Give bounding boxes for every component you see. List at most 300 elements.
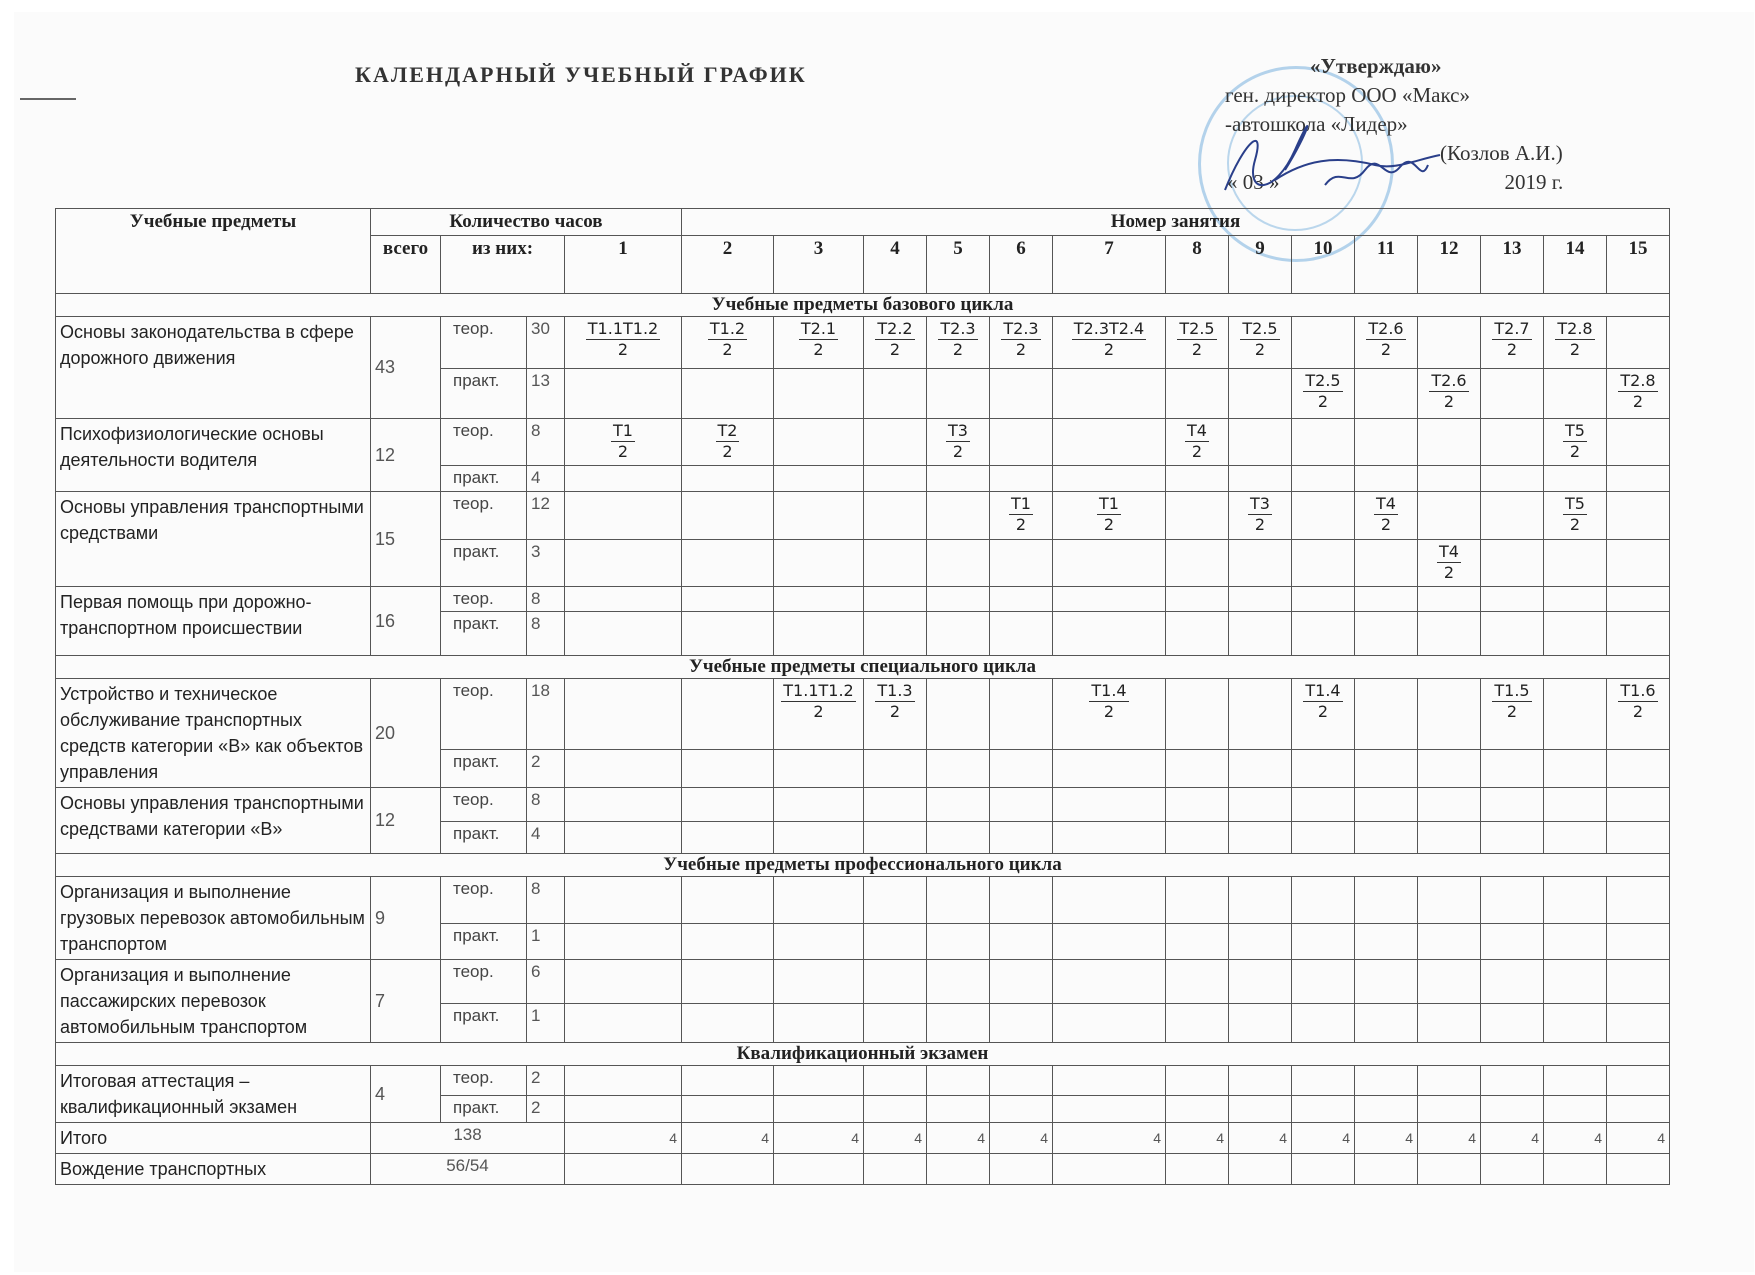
lesson-cell: [1418, 924, 1481, 960]
lesson-cell: [1053, 1066, 1166, 1096]
lesson-cell: [565, 1003, 682, 1042]
lesson-cell: [864, 419, 927, 466]
section-exam-title: Квалификационный экзамен: [56, 1043, 1670, 1066]
topic-hours: 2: [952, 340, 964, 359]
lesson-cell: [864, 369, 927, 419]
driving-cell: [927, 1154, 990, 1185]
driving-cell: [1607, 1154, 1670, 1185]
topic-hours: 2: [722, 442, 733, 461]
subject-total-hours: 12: [371, 419, 441, 492]
lesson-cell: [1229, 369, 1292, 419]
driving-cell: [682, 1154, 774, 1185]
topic-hours: 2: [1317, 702, 1329, 721]
practice-hours: 1: [527, 924, 565, 960]
lesson-cell: [1229, 466, 1292, 492]
practice-hours: 13: [527, 369, 565, 419]
lesson-cell: [864, 492, 927, 540]
lesson-cell: [1355, 679, 1418, 750]
lesson-cell: [1418, 1096, 1481, 1123]
lesson-cell: [1544, 1066, 1607, 1096]
driving-cell: [1544, 1154, 1607, 1185]
lesson-cell: [1355, 877, 1418, 924]
kind-theory: теор.: [441, 877, 527, 924]
topic-hours: 2: [617, 340, 629, 359]
lesson-cell: [682, 822, 774, 854]
lesson-cell: [774, 612, 864, 656]
topic-code: Т1: [1099, 494, 1119, 513]
total-per-lesson: 4: [1053, 1123, 1166, 1154]
lesson-cell: [1053, 1003, 1166, 1042]
theory-hours: 8: [527, 788, 565, 822]
lesson-number-1: 1: [565, 236, 682, 294]
section-professional: [56, 854, 1670, 877]
lesson-cell: [1607, 749, 1670, 787]
subject-name: Первая помощь при дорожно-транспортном происшествии: [56, 587, 371, 656]
lesson-cell: [990, 788, 1053, 822]
lesson-cell: [1481, 877, 1544, 924]
driving-row: [56, 1154, 1670, 1185]
theory-hours: 18: [527, 679, 565, 750]
lesson-cell: [1544, 788, 1607, 822]
topic-hours: 2: [1569, 340, 1581, 359]
topic-hours: 2: [1506, 340, 1518, 359]
topic-fraction: [1374, 494, 1398, 535]
topic-hours: 2: [813, 702, 824, 721]
lesson-number-13: 13: [1481, 236, 1544, 294]
lesson-cell: [927, 877, 990, 924]
total-per-lesson: 4: [927, 1123, 990, 1154]
lesson-cell: [1229, 877, 1292, 924]
theory-hours: 6: [527, 960, 565, 1004]
lesson-cell: [1229, 587, 1292, 612]
lesson-cell: [1292, 788, 1355, 822]
subject-row-theory: [56, 419, 1670, 466]
total-per-lesson: 4: [1544, 1123, 1607, 1154]
topic-code: Т2.8: [1620, 371, 1656, 390]
lesson-cell: [1292, 369, 1355, 419]
lesson-cell: [1053, 822, 1166, 854]
lesson-cell: [1607, 466, 1670, 492]
kind-theory: теор.: [441, 492, 527, 540]
total-row: [56, 1123, 1670, 1154]
lesson-cell: [1607, 924, 1670, 960]
lesson-cell: [1481, 788, 1544, 822]
topic-hours: 2: [617, 442, 629, 461]
topic-code: Т1: [613, 421, 633, 440]
lesson-cell: [1292, 612, 1355, 656]
lesson-cell: [1355, 540, 1418, 587]
topic-fraction: [1097, 494, 1121, 535]
lesson-cell: [1229, 822, 1292, 854]
section-exam: [56, 1043, 1670, 1066]
lesson-cell: [682, 492, 774, 540]
lesson-cell: [1229, 960, 1292, 1004]
kind-theory: теор.: [441, 419, 527, 466]
total-per-lesson: 4: [1166, 1123, 1229, 1154]
lesson-cell: [1607, 960, 1670, 1004]
subject-row-theory: [56, 492, 1670, 540]
approval-name: (Козлов А.И.): [1440, 141, 1563, 165]
kind-practice: практ.: [441, 466, 527, 492]
topic-hours: 2: [1443, 392, 1455, 411]
lesson-cell: [682, 960, 774, 1004]
topic-fraction: [1492, 681, 1531, 722]
date-handwriting: [1320, 155, 1430, 195]
lesson-cell: [1607, 788, 1670, 822]
topic-fraction: [1185, 421, 1209, 462]
lesson-cell: [990, 749, 1053, 787]
lesson-cell: [682, 877, 774, 924]
topic-fraction: [875, 319, 914, 360]
lesson-cell: [1355, 924, 1418, 960]
lesson-number-7: 7: [1053, 236, 1166, 294]
lesson-cell: [682, 924, 774, 960]
lesson-cell: [1481, 924, 1544, 960]
lesson-cell: [1292, 960, 1355, 1004]
lesson-cell: [1292, 540, 1355, 587]
section-basic: [56, 294, 1670, 317]
lesson-cell: [927, 960, 990, 1004]
lesson-cell: [864, 1096, 927, 1123]
lesson-cell: [1607, 587, 1670, 612]
lesson-cell: [774, 1003, 864, 1042]
lesson-cell: [864, 1066, 927, 1096]
lesson-cell: [1229, 1066, 1292, 1096]
topic-hours: 2: [1632, 702, 1644, 721]
lesson-number-6: 6: [990, 236, 1053, 294]
lesson-cell: [682, 587, 774, 612]
lesson-cell: [565, 317, 682, 369]
practice-hours: 2: [527, 749, 565, 787]
subject-row-theory: [56, 1066, 1670, 1096]
topic-hours: 2: [1632, 392, 1644, 411]
lesson-cell: [1544, 369, 1607, 419]
lesson-cell: [1053, 960, 1166, 1004]
lesson-cell: [1544, 822, 1607, 854]
kind-theory: теор.: [441, 1066, 527, 1096]
lesson-cell: [1418, 960, 1481, 1004]
lesson-cell: [990, 679, 1053, 750]
topic-hours: 2: [813, 340, 824, 359]
topic-code: Т2.5: [1305, 371, 1341, 390]
lesson-cell: [565, 822, 682, 854]
total-per-lesson: 4: [1418, 1123, 1481, 1154]
lesson-cell: [774, 317, 864, 369]
topic-fraction: [1437, 542, 1461, 583]
lesson-cell: [1544, 587, 1607, 612]
lesson-cell: [1292, 466, 1355, 492]
subject-name: Устройство и техническое обслуживание транспортных средств категории «В» как объектов управления: [56, 679, 371, 788]
topic-hours: 2: [1380, 340, 1392, 359]
topic-fraction: [1429, 371, 1468, 412]
topic-code: Т2.1: [800, 319, 837, 338]
lesson-cell: [1607, 877, 1670, 924]
lesson-cell: [682, 317, 774, 369]
subject-row-theory: [56, 587, 1670, 612]
lesson-cell: [990, 1003, 1053, 1042]
lesson-cell: [1166, 540, 1229, 587]
subject-row-theory: [56, 317, 1670, 369]
lesson-cell: [1607, 317, 1670, 369]
approval-heading: «Утверждаю»: [1310, 54, 1442, 78]
topic-fraction: [1563, 421, 1587, 462]
lesson-cell: [927, 679, 990, 750]
lesson-cell: [565, 466, 682, 492]
lesson-cell: [1292, 587, 1355, 612]
topic-code: Т1.1Т1.2: [783, 681, 854, 700]
topic-hours: 2: [1443, 563, 1455, 582]
topic-code: Т2.6: [1431, 371, 1467, 390]
topic-code: Т1.5: [1494, 681, 1530, 700]
lesson-cell: [864, 788, 927, 822]
lesson-cell: [927, 749, 990, 787]
lesson-cell: [1292, 877, 1355, 924]
lesson-cell: [1544, 540, 1607, 587]
kind-theory: теор.: [441, 679, 527, 750]
lesson-cell: [927, 1066, 990, 1096]
lesson-cell: [1292, 419, 1355, 466]
topic-hours: 2: [1191, 442, 1203, 461]
lesson-cell: [1544, 1096, 1607, 1123]
lesson-cell: [1229, 492, 1292, 540]
kind-practice: практ.: [441, 1003, 527, 1042]
lesson-cell: [1607, 679, 1670, 750]
subject-row-theory: [56, 960, 1670, 1004]
lesson-cell: [565, 749, 682, 787]
lesson-cell: [682, 466, 774, 492]
lesson-cell: [1418, 587, 1481, 612]
page-title: КАЛЕНДАРНЫЙ УЧЕБНЫЙ ГРАФИК: [355, 62, 807, 87]
lesson-cell: [774, 822, 864, 854]
lesson-cell: [682, 1066, 774, 1096]
topic-code: Т1.2: [709, 319, 746, 338]
driving-cell: [1418, 1154, 1481, 1185]
topic-fraction: [1618, 681, 1657, 722]
lesson-cell: [774, 466, 864, 492]
lesson-cell: [864, 466, 927, 492]
lesson-cell: [927, 492, 990, 540]
topic-hours: 2: [1103, 515, 1115, 534]
topic-code: Т2.3: [940, 319, 976, 338]
lesson-cell: [1053, 679, 1166, 750]
lesson-cell: [1229, 540, 1292, 587]
lesson-cell: [1229, 612, 1292, 656]
driving-cell: [565, 1154, 682, 1185]
lesson-cell: [864, 317, 927, 369]
subject-total-hours: 4: [371, 1066, 441, 1123]
topic-fraction: [1303, 681, 1342, 722]
subject-row-theory: [56, 788, 1670, 822]
lesson-cell: [1418, 419, 1481, 466]
lesson-cell: [1418, 540, 1481, 587]
lesson-cell: [1607, 1003, 1670, 1042]
lesson-cell: [1544, 317, 1607, 369]
lesson-cell: [1418, 492, 1481, 540]
lesson-cell: [1418, 749, 1481, 787]
lesson-number-8: 8: [1166, 236, 1229, 294]
kind-theory: теор.: [441, 317, 527, 369]
topic-code: Т1.3: [877, 681, 913, 700]
topic-code: Т3: [1250, 494, 1270, 513]
lesson-cell: [1544, 924, 1607, 960]
lesson-cell: [1418, 788, 1481, 822]
topic-code: Т1.6: [1620, 681, 1656, 700]
topic-code: Т4: [1187, 421, 1207, 440]
lesson-cell: [1607, 1096, 1670, 1123]
topic-fraction: [716, 421, 740, 462]
lesson-cell: [565, 540, 682, 587]
topic-code: Т2.5: [1242, 319, 1278, 338]
topic-hours: 2: [889, 340, 901, 359]
lesson-cell: [927, 612, 990, 656]
lesson-cell: [1166, 788, 1229, 822]
lesson-cell: [864, 540, 927, 587]
topic-fraction: [946, 421, 970, 462]
lesson-cell: [1292, 679, 1355, 750]
lesson-cell: [864, 1003, 927, 1042]
lesson-cell: [1481, 317, 1544, 369]
lesson-cell: [774, 1096, 864, 1123]
lesson-cell: [1481, 612, 1544, 656]
lesson-cell: [1418, 369, 1481, 419]
topic-code: Т2.6: [1368, 319, 1404, 338]
lesson-cell: [1053, 419, 1166, 466]
section-special: [56, 656, 1670, 679]
lesson-cell: [1607, 612, 1670, 656]
driving-value: 56/54: [371, 1154, 565, 1185]
lesson-cell: [1418, 679, 1481, 750]
lesson-cell: [774, 492, 864, 540]
lesson-cell: [565, 369, 682, 419]
subject-name: Итоговая аттестация – квалификационный экзамен: [56, 1066, 371, 1123]
subject-total-hours: 12: [371, 788, 441, 854]
lesson-cell: [1292, 1096, 1355, 1123]
topic-hours: 2: [1254, 340, 1266, 359]
kind-theory: теор.: [441, 788, 527, 822]
lesson-cell: [1166, 1003, 1229, 1042]
schedule-table: [55, 208, 1670, 1185]
subject-total-hours: 20: [371, 679, 441, 788]
approval-position: ген. директор ООО «Макс»: [1225, 83, 1470, 107]
lesson-cell: [1053, 587, 1166, 612]
lesson-cell: [990, 587, 1053, 612]
lesson-cell: [565, 419, 682, 466]
lesson-cell: [1166, 419, 1229, 466]
lesson-cell: [1481, 492, 1544, 540]
lesson-cell: [1053, 877, 1166, 924]
lesson-number-12: 12: [1418, 236, 1481, 294]
lesson-cell: [1166, 679, 1229, 750]
topic-hours: 2: [1015, 340, 1027, 359]
section-special-title: Учебные предметы специального цикла: [56, 656, 1670, 679]
lesson-cell: [1229, 419, 1292, 466]
lesson-cell: [1292, 1003, 1355, 1042]
topic-code: Т1: [1011, 494, 1031, 513]
lesson-number-15: 15: [1607, 236, 1670, 294]
driving-cell: [990, 1154, 1053, 1185]
lesson-cell: [682, 612, 774, 656]
lesson-cell: [565, 612, 682, 656]
lesson-cell: [682, 749, 774, 787]
header-of-them: из них:: [441, 236, 565, 294]
header-row: [56, 209, 1670, 236]
lesson-cell: [1355, 960, 1418, 1004]
lesson-cell: [1607, 492, 1670, 540]
lesson-cell: [1544, 419, 1607, 466]
lesson-cell: [1481, 679, 1544, 750]
lesson-cell: [864, 924, 927, 960]
lesson-cell: [990, 822, 1053, 854]
topic-fraction: [1240, 319, 1279, 360]
lesson-cell: [1166, 822, 1229, 854]
lesson-cell: [1607, 369, 1670, 419]
lesson-number-4: 4: [864, 236, 927, 294]
lesson-cell: [565, 1096, 682, 1123]
driving-cell: [1292, 1154, 1355, 1185]
lesson-cell: [927, 788, 990, 822]
lesson-cell: [1053, 466, 1166, 492]
lesson-cell: [990, 419, 1053, 466]
lesson-number-5: 5: [927, 236, 990, 294]
total-label: Итого: [56, 1123, 371, 1154]
lesson-cell: [774, 540, 864, 587]
topic-fraction: [1009, 494, 1033, 535]
lesson-cell: [927, 1096, 990, 1123]
lesson-cell: [1229, 924, 1292, 960]
header-subjects: Учебные предметы: [56, 209, 371, 294]
lesson-cell: [1355, 1003, 1418, 1042]
lesson-cell: [1166, 924, 1229, 960]
lesson-cell: [1481, 1003, 1544, 1042]
practice-hours: 3: [527, 540, 565, 587]
lesson-cell: [864, 679, 927, 750]
lesson-cell: [1053, 924, 1166, 960]
lesson-cell: [774, 369, 864, 419]
lesson-cell: [1544, 877, 1607, 924]
lesson-cell: [1355, 1066, 1418, 1096]
header-lesson-number: Номер занятия: [682, 209, 1670, 236]
subject-total-hours: 43: [371, 317, 441, 419]
lesson-cell: [1481, 822, 1544, 854]
lesson-cell: [1166, 1096, 1229, 1123]
topic-fraction: [1089, 681, 1128, 722]
driving-cell: [1481, 1154, 1544, 1185]
total-per-lesson: 4: [774, 1123, 864, 1154]
lesson-cell: [927, 540, 990, 587]
subject-name: Основы управления транспортными средствами: [56, 492, 371, 587]
total-per-lesson: 4: [1355, 1123, 1418, 1154]
lesson-cell: [927, 822, 990, 854]
lesson-cell: [1166, 492, 1229, 540]
subject-row-theory: [56, 679, 1670, 750]
lesson-cell: [774, 587, 864, 612]
kind-practice: практ.: [441, 612, 527, 656]
topic-hours: 2: [1254, 515, 1266, 534]
topic-code: Т2.7: [1494, 319, 1530, 338]
lesson-cell: [1481, 369, 1544, 419]
topic-fraction: [708, 319, 747, 360]
lesson-cell: [864, 612, 927, 656]
lesson-cell: [1292, 749, 1355, 787]
theory-hours: 30: [527, 317, 565, 369]
subject-name: Организация и выполнение пассажирских перевозок автомобильным транспортом: [56, 960, 371, 1043]
kind-practice: практ.: [441, 822, 527, 854]
lesson-cell: [1418, 822, 1481, 854]
theory-hours: 2: [527, 1066, 565, 1096]
lesson-cell: [774, 419, 864, 466]
topic-code: Т1.4: [1091, 681, 1127, 700]
lesson-cell: [1481, 587, 1544, 612]
